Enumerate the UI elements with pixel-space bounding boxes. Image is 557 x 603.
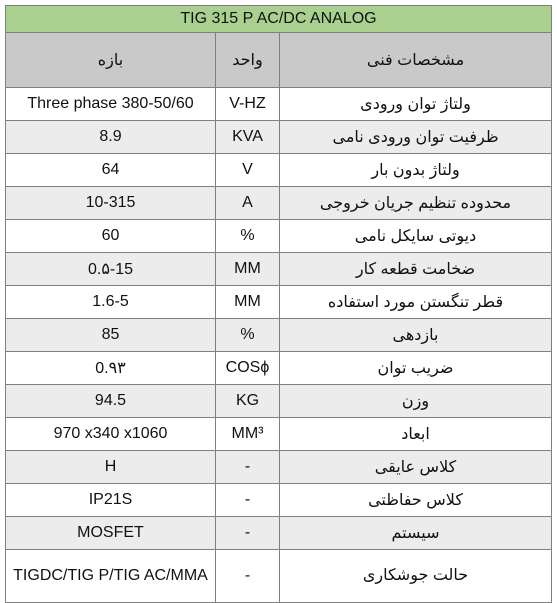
range-cell: 10-315 — [6, 187, 216, 220]
spec-cell: ضریب توان — [280, 352, 552, 385]
range-cell: H — [6, 451, 216, 484]
range-cell: 970 x340 x1060 — [6, 418, 216, 451]
unit-cell: V — [216, 154, 280, 187]
spec-cell: حالت جوشکاری — [280, 550, 552, 603]
spec-cell: ولتاژ توان ورودی — [280, 88, 552, 121]
range-cell: MOSFET — [6, 517, 216, 550]
range-cell: 0.۹۳ — [6, 352, 216, 385]
table-row — [6, 451, 552, 484]
table-row — [6, 220, 552, 253]
spec-cell: کلاس عایقی — [280, 451, 552, 484]
unit-cell: - — [216, 484, 280, 517]
unit-cell: - — [216, 550, 280, 603]
table-row — [6, 88, 552, 121]
unit-cell: A — [216, 187, 280, 220]
range-cell: TIGDC/TIG P/TIG AC/MMA — [6, 550, 216, 603]
table-row — [6, 418, 552, 451]
unit-cell: % — [216, 319, 280, 352]
spec-cell: دیوتی سایکل نامی — [280, 220, 552, 253]
table-row — [6, 154, 552, 187]
table-row — [6, 121, 552, 154]
table-row — [6, 385, 552, 418]
table-row — [6, 187, 552, 220]
unit-cell: COSϕ — [216, 352, 280, 385]
unit-cell: MM³ — [216, 418, 280, 451]
unit-cell: V-HZ — [216, 88, 280, 121]
table-row — [6, 253, 552, 286]
spec-cell: قطر تنگستن مورد استفاده — [280, 286, 552, 319]
spec-cell: ابعاد — [280, 418, 552, 451]
spec-cell: ضخامت قطعه کار — [280, 253, 552, 286]
unit-cell: - — [216, 517, 280, 550]
header-spec: مشخصات فنی — [280, 33, 552, 88]
header-unit: واحد — [216, 33, 280, 88]
range-cell: 8.9 — [6, 121, 216, 154]
unit-cell: % — [216, 220, 280, 253]
unit-cell: KG — [216, 385, 280, 418]
range-cell: Three phase 380-50/60 — [6, 88, 216, 121]
range-cell: 60 — [6, 220, 216, 253]
header-row — [6, 33, 552, 88]
spec-cell: ظرفیت توان ورودی نامی — [280, 121, 552, 154]
spec-cell: محدوده تنظیم جریان خروجی — [280, 187, 552, 220]
spec-cell: وزن — [280, 385, 552, 418]
table-title: TIG 315 P AC/DC ANALOG — [6, 6, 552, 33]
header-range: بازه — [6, 33, 216, 88]
table-row — [6, 550, 552, 603]
unit-cell: MM — [216, 286, 280, 319]
spec-cell: بازدهی — [280, 319, 552, 352]
range-cell: 94.5 — [6, 385, 216, 418]
table-row — [6, 319, 552, 352]
range-cell: 1.6-5 — [6, 286, 216, 319]
spec-cell: کلاس حفاظتی — [280, 484, 552, 517]
table-row — [6, 352, 552, 385]
table-row — [6, 517, 552, 550]
range-cell: IP21S — [6, 484, 216, 517]
range-cell: 85 — [6, 319, 216, 352]
spec-cell: سیستم — [280, 517, 552, 550]
unit-cell: KVA — [216, 121, 280, 154]
title-row — [6, 6, 552, 33]
table-row — [6, 484, 552, 517]
spec-table — [5, 5, 552, 603]
unit-cell: - — [216, 451, 280, 484]
unit-cell: MM — [216, 253, 280, 286]
range-cell: 64 — [6, 154, 216, 187]
range-cell: 0.۵-15 — [6, 253, 216, 286]
table-row — [6, 286, 552, 319]
spec-cell: ولتاژ بدون بار — [280, 154, 552, 187]
